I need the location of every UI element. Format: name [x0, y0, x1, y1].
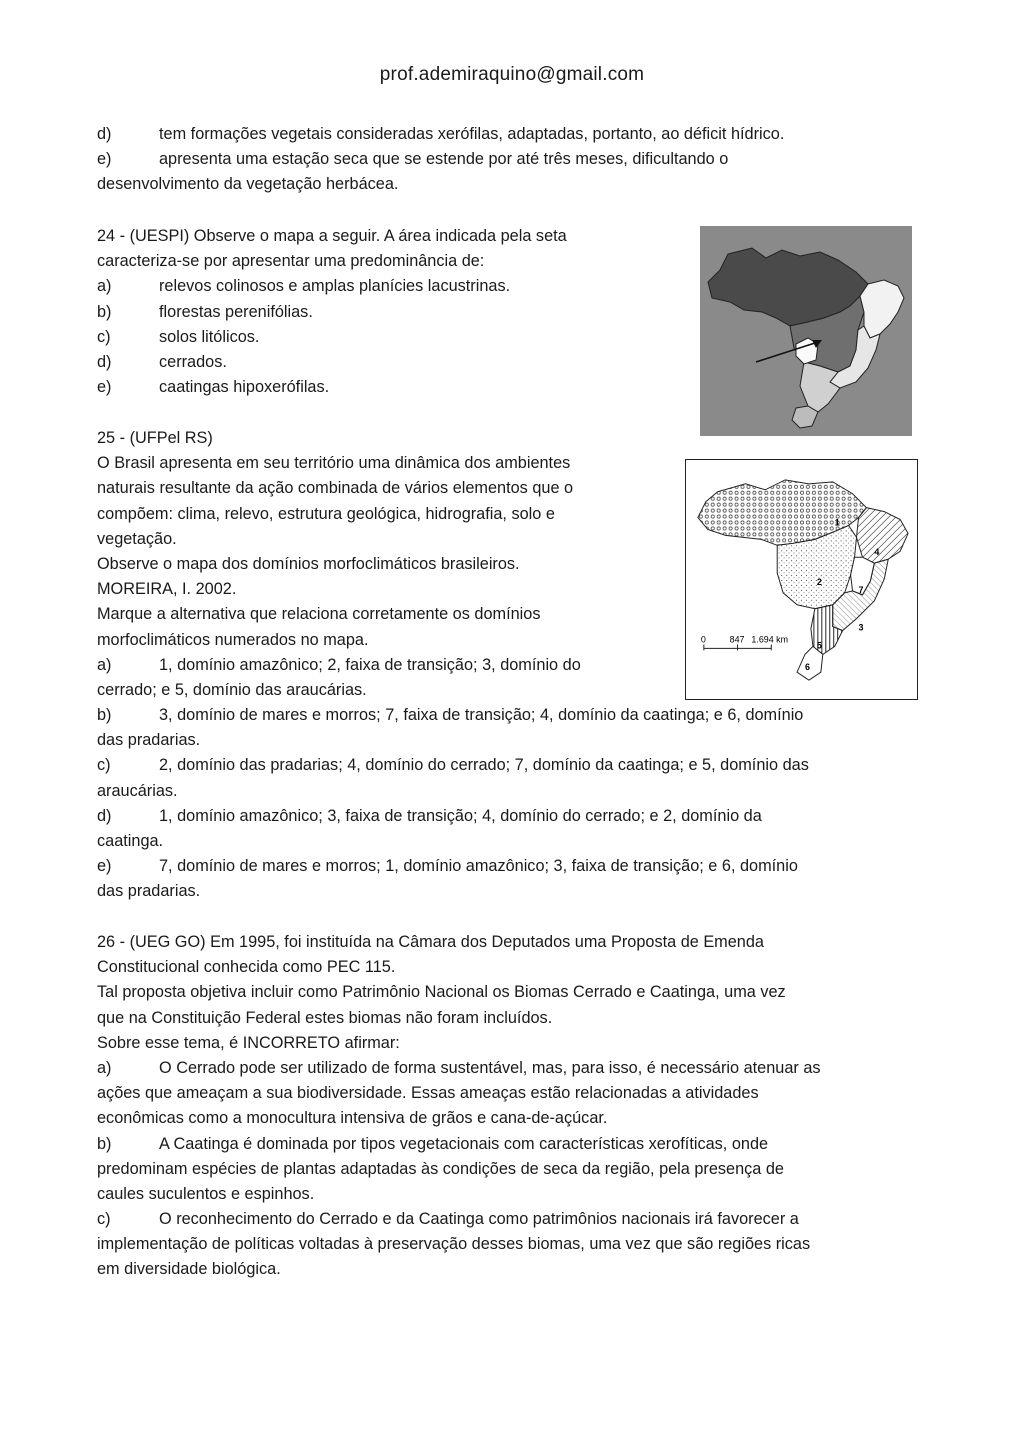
option-letter: a) — [97, 655, 112, 674]
option-text: O Cerrado pode ser utilizado de forma sustentável, mas, para isso, é necessário atenuar as — [159, 1058, 821, 1077]
option-d — [97, 122, 784, 147]
option-text: 2, domínio das pradarias; 4, domínio do cerrado; 7, domínio da caatinga; e 5, domínio das — [159, 756, 809, 775]
option-letter: c) — [97, 756, 111, 775]
option-text: cerrados. — [159, 352, 227, 371]
domain-4-caatinga — [857, 508, 909, 564]
option-text: caatingas hipoxerófilas. — [159, 378, 330, 397]
page-header-email: prof.ademiraquino@gmail.com — [379, 64, 645, 85]
domain-label-4: 4 — [874, 547, 880, 558]
option-text: solos litólicos. — [159, 327, 260, 346]
question-stem: Observe o mapa dos domínios morfoclimáticos brasileiros. — [97, 554, 520, 573]
question-header: 25 - (UFPel RS) — [97, 429, 213, 447]
question-stem: morfoclimáticos numerados no mapa. — [97, 630, 369, 649]
question-stem: Marque a alternativa que relaciona corretamente os domínios — [97, 605, 541, 624]
option-letter: c) — [97, 327, 111, 346]
question-26 — [97, 930, 821, 1283]
option-d — [97, 350, 567, 375]
question-stem: naturais resultante da ação combinada de vários elementos que o — [97, 479, 574, 498]
option-letter: b) — [97, 706, 112, 725]
question-stem: Sobre esse tema, é INCORRETO afirmar: — [97, 1033, 400, 1052]
question-stem: O Brasil apresenta em seu território uma dinâmica dos ambientes — [97, 454, 571, 473]
question-stem: que na Constituição Federal estes biomas não foram incluídos. — [97, 1008, 553, 1027]
option-text: 1, domínio amazônico; 2, faixa de transição; 3, domínio do — [159, 655, 581, 674]
option-continuation: econômicas como a monocultura intensiva de grãos e cana-de-açúcar. — [97, 1109, 608, 1128]
option-d — [97, 804, 809, 829]
question-stem: caracteriza-se por apresentar uma predominância de: — [97, 252, 485, 271]
domain-label-3: 3 — [858, 622, 864, 633]
domain-label-5: 5 — [816, 640, 822, 651]
option-b — [97, 300, 567, 325]
question-source: MOREIRA, I. 2002. — [97, 580, 237, 599]
question-header: 26 - (UEG GO) Em 1995, foi instituída na Câmara dos Deputados uma Proposta de Emenda — [97, 933, 764, 951]
option-e — [97, 375, 567, 400]
option-letter: a) — [97, 1058, 112, 1077]
option-continuation: caules suculentos e espinhos. — [97, 1184, 315, 1203]
option-c — [97, 753, 809, 778]
option-a — [97, 1056, 821, 1081]
option-text: relevos colinosos e amplas planícies lacustrinas. — [159, 277, 511, 296]
option-continuation: das pradarias. — [97, 731, 201, 750]
brazil-regions-map — [700, 226, 912, 436]
option-e — [97, 147, 784, 172]
option-continuation: em diversidade biológica. — [97, 1260, 281, 1279]
option-text: 1, domínio amazônico; 3, faixa de transição; 4, domínio do cerrado; e 2, domínio da — [159, 806, 762, 825]
option-c — [97, 1207, 821, 1232]
option-continuation: caatinga. — [97, 832, 164, 850]
morphoclimatic-domains-map — [685, 459, 918, 700]
option-letter: d) — [97, 125, 112, 143]
option-letter: b) — [97, 1134, 112, 1153]
option-continuation: predominam espécies de plantas adaptadas às condições de seca da região, pela presença de — [97, 1159, 784, 1178]
option-letter: e) — [97, 378, 112, 397]
option-letter: d) — [97, 806, 112, 825]
option-e — [97, 854, 809, 879]
option-text: 7, domínio de mares e morros; 1, domínio amazônico; 3, faixa de transição; e 6, domínio — [159, 857, 798, 876]
question-stem: Constitucional conhecida como PEC 115. — [97, 958, 396, 977]
question-23-tail — [97, 122, 784, 198]
option-continuation: araucárias. — [97, 781, 178, 800]
option-text: A Caatinga é dominada por tipos vegetacionais com características xerofíticas, onde — [159, 1134, 769, 1153]
option-continuation: cerrado; e 5, domínio das araucárias. — [97, 680, 367, 699]
option-letter: e) — [97, 857, 112, 876]
option-letter: d) — [97, 352, 112, 371]
option-continuation: desenvolvimento da vegetação herbácea. — [97, 175, 399, 194]
scale-label-847: 847 — [729, 634, 745, 645]
domain-label-2: 2 — [816, 576, 822, 587]
option-text: tem formações vegetais consideradas xerófilas, adaptadas, portanto, ao déficit hídrico. — [159, 125, 785, 143]
option-text: apresenta uma estação seca que se estende por até três meses, dificultando o — [159, 150, 729, 169]
option-text: 3, domínio de mares e morros; 7, faixa de transição; 4, domínio da caatinga; e 6, domínio — [159, 706, 804, 725]
option-b — [97, 703, 809, 728]
scale-label-0: 0 — [700, 634, 706, 645]
option-a — [97, 274, 567, 299]
option-letter: b) — [97, 302, 112, 321]
option-text: O reconhecimento do Cerrado e da Caatinga como patrimônios nacionais irá favorecer a — [159, 1210, 799, 1229]
domain-label-7: 7 — [858, 584, 864, 595]
question-stem: 24 - (UESPI) Observe o mapa a seguir. A área indicada pela seta — [97, 227, 567, 245]
option-continuation: das pradarias. — [97, 882, 201, 901]
option-letter: e) — [97, 150, 112, 169]
option-b — [97, 1132, 821, 1157]
question-stem: Tal proposta objetiva incluir como Patrimônio Nacional os Biomas Cerrado e Caatinga, uma vez — [97, 983, 786, 1002]
option-letter: a) — [97, 277, 112, 296]
option-continuation: implementação de políticas voltadas à preservação desses biomas, uma vez que são regiões ricas — [97, 1235, 811, 1254]
domain-label-6: 6 — [804, 662, 810, 673]
scale-label-1694: 1.694 km — [751, 634, 789, 645]
option-continuation: ações que ameaçam a sua biodiversidade. Essas ameaças estão relacionadas a atividades — [97, 1084, 759, 1103]
question-stem: vegetação. — [97, 529, 177, 548]
option-c — [97, 325, 567, 350]
option-letter: c) — [97, 1210, 111, 1229]
question-24 — [97, 224, 567, 400]
question-stem: compõem: clima, relevo, estrutura geológica, hidrografia, solo e — [97, 504, 555, 523]
option-text: florestas perenifólias. — [159, 302, 313, 321]
domain-label-1: 1 — [834, 517, 840, 528]
